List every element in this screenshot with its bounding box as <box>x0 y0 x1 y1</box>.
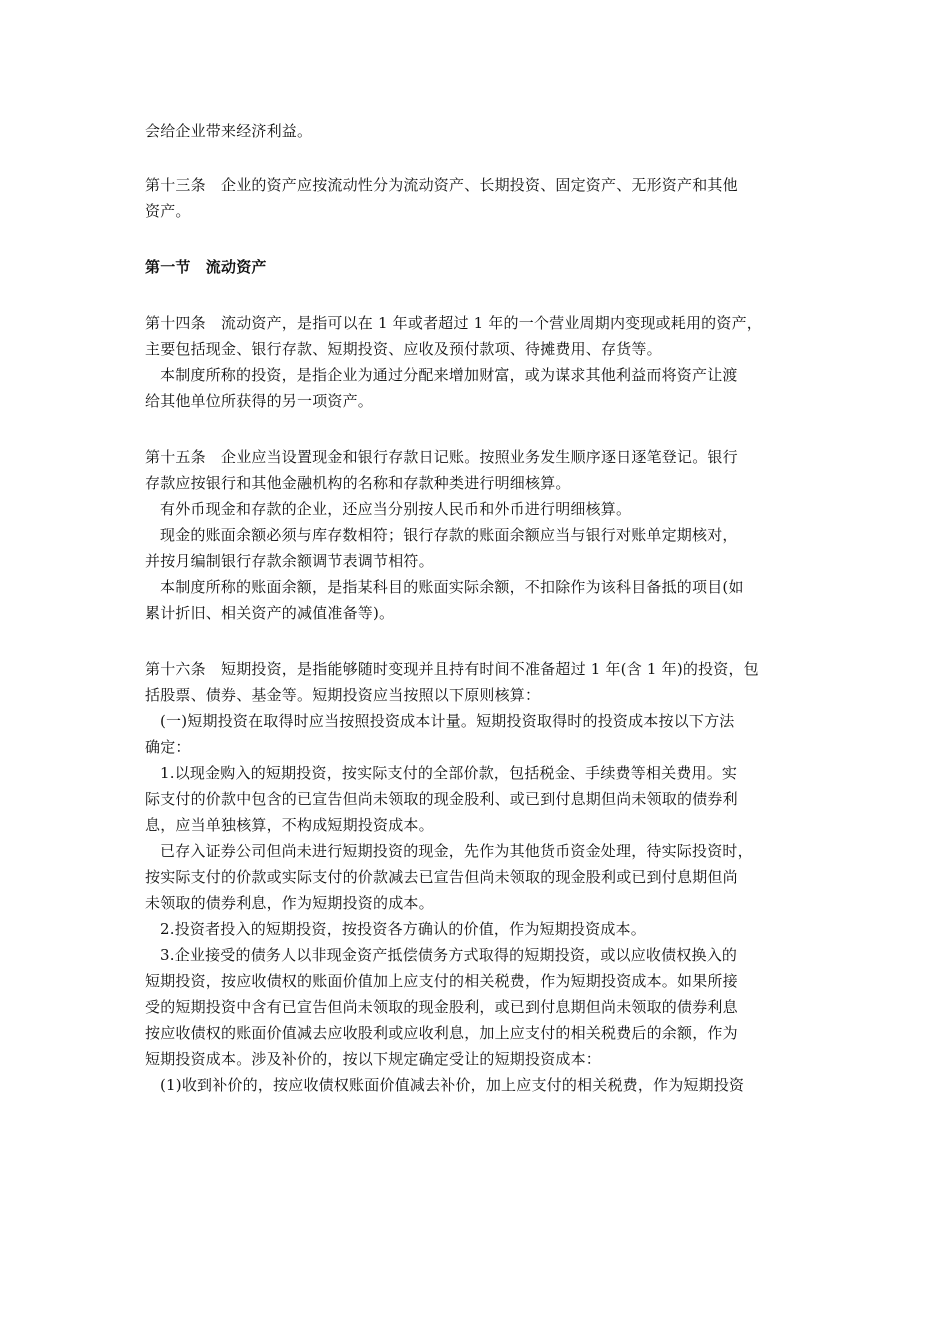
paragraph-line: 已存入证券公司但尚未进行短期投资的现金，先作为其他货币资金处理，待实际投资时， <box>160 842 753 860</box>
paragraph-line: 现金的账面余额必须与库存数相符；银行存款的账面余额应当与银行对账单定期核对， <box>160 526 738 544</box>
paragraph-gap <box>145 280 810 310</box>
paragraph-gap <box>145 414 810 444</box>
article-15-line: 第十五条 企业应当设置现金和银行存款日记账。按照业务发生顺序逐日逐笔登记。银行 <box>145 448 738 466</box>
paragraph-gap <box>145 224 810 254</box>
article-13-line: 第十三条 企业的资产应按流动性分为流动资产、长期投资、固定资产、无形资产和其他 <box>145 176 738 194</box>
paragraph-line: 短期投资，按应收债权的账面价值加上应支付的相关税费，作为短期投资成本。如果所接 <box>145 972 738 990</box>
paragraph-line: 资产。 <box>145 202 191 220</box>
paragraph-line: (1)收到补价的，按应收债权账面价值减去补价，加上应支付的相关税费，作为短期投资 <box>160 1076 745 1094</box>
paragraph-line: 息，应当单独核算，不构成短期投资成本。 <box>145 816 434 834</box>
paragraph-line: 短期投资成本。涉及补价的，按以下规定确定受让的短期投资成本： <box>145 1050 602 1068</box>
paragraph-line: 1.以现金购入的短期投资，按实际支付的全部价款，包括税金、手续费等相关费用。实 <box>160 764 738 782</box>
paragraph-line: 括股票、债券、基金等。短期投资应当按照以下原则核算： <box>145 686 541 704</box>
paragraph-line: 并按月编制银行存款余额调节表调节相符。 <box>145 552 434 570</box>
paragraph-line: (一)短期投资在取得时应当按照投资成本计量。短期投资取得时的投资成本按以下方法 <box>160 712 735 730</box>
paragraph-line: 确定： <box>145 738 191 756</box>
section-heading: 第一节 流动资产 <box>145 258 267 276</box>
paragraph-line: 有外币现金和存款的企业，还应当分别按人民币和外币进行明细核算。 <box>160 500 632 518</box>
article-16-line: 第十六条 短期投资，是指能够随时变现并且持有时间不准备超过 1 年(含 1 年)的投资，包 <box>145 660 759 678</box>
paragraph-line: 本制度所称的账面余额，是指某科目的账面实际余额，不扣除作为该科目备抵的项目(如 <box>160 578 744 596</box>
paragraph-gap <box>145 626 810 656</box>
article-14-line: 第十四条 流动资产，是指可以在 1 年或者超过 1 年的一个营业周期内变现或耗用的资产， <box>145 314 762 332</box>
paragraph-gap <box>145 144 810 172</box>
paragraph-line: 际支付的价款中包含的已宣告但尚未领取的现金股利、或已到付息期但尚未领取的债券利 <box>145 790 738 808</box>
paragraph-line: 本制度所称的投资，是指企业为通过分配来增加财富，或为谋求其他利益而将资产让渡 <box>160 366 738 384</box>
paragraph-line: 2.投资者投入的短期投资，按投资各方确认的价值，作为短期投资成本。 <box>160 920 646 938</box>
paragraph-line: 存款应按银行和其他金融机构的名称和存款种类进行明细核算。 <box>145 474 571 492</box>
paragraph-line: 给其他单位所获得的另一项资产。 <box>145 392 374 410</box>
paragraph-line: 按应收债权的账面价值减去应收股利或应收利息，加上应支付的相关税费后的余额，作为 <box>145 1024 738 1042</box>
paragraph-line: 累计折旧、相关资产的减值准备等)。 <box>145 604 395 622</box>
paragraph-line: 会给企业带来经济利益。 <box>145 122 313 140</box>
paragraph-line: 未领取的债券利息，作为短期投资的成本。 <box>145 894 434 912</box>
paragraph-line: 受的短期投资中含有已宣告但尚未领取的现金股利，或已到付息期但尚未领取的债券利息 <box>145 998 738 1016</box>
document-page <box>145 118 810 1098</box>
paragraph-line: 按实际支付的价款或实际支付的价款减去已宣告但尚未领取的现金股利或已到付息期但尚 <box>145 868 738 886</box>
paragraph-line: 3.企业接受的债务人以非现金资产抵偿债务方式取得的短期投资，或以应收债权换入的 <box>160 946 738 964</box>
paragraph-line: 主要包括现金、银行存款、短期投资、应收及预付款项、待摊费用、存货等。 <box>145 340 662 358</box>
